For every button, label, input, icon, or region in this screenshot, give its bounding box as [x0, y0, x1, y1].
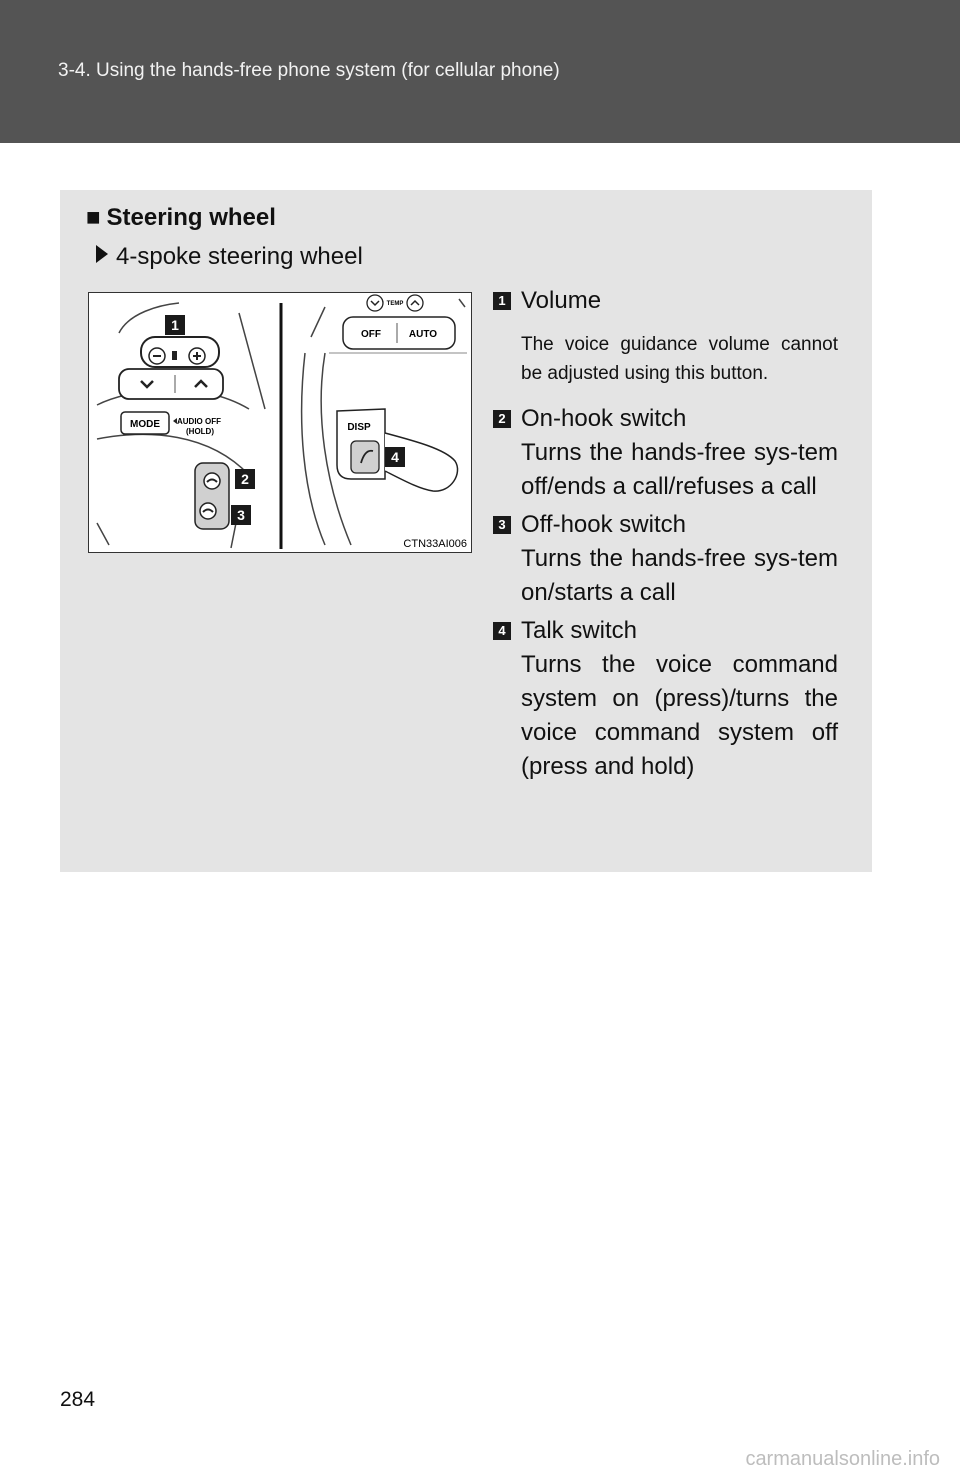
wheel-outline: [311, 307, 325, 337]
list-item: [493, 508, 838, 610]
section-heading-text: Steering wheel: [106, 204, 276, 231]
header-title: 3-4. Using the hands-free phone system (for cellular phone): [58, 60, 560, 81]
callout-1-label: 1: [171, 317, 179, 333]
auto-label: AUTO: [408, 329, 438, 340]
temp-label: TEMP: [386, 301, 404, 307]
item-list: [493, 284, 838, 784]
item-description: Turns the hands-free sys-tem on/starts a call: [521, 545, 838, 606]
steering-wheel-figure: [88, 292, 472, 553]
wheel-outline: [239, 313, 265, 409]
wheel-outline: [459, 299, 465, 307]
item-title: Talk switch: [521, 617, 638, 644]
item-note: The voice guidance volume cannot be adjusted using this button.: [521, 334, 838, 384]
item-title: Off-hook switch: [521, 511, 686, 538]
item-description: Turns the voice command system on (press)/turns the voice command system off (press and hold): [521, 651, 838, 780]
item-description: Turns the hands-free sys-tem off/ends a call/refuses a call: [521, 439, 838, 500]
square-bullet-icon: ■: [86, 204, 101, 231]
sub-heading-text: 4-spoke steering wheel: [116, 243, 363, 270]
list-item: [493, 614, 838, 784]
off-hook-icon: [200, 503, 216, 519]
hold-label: (HOLD): [186, 427, 214, 436]
item-title: On-hook switch: [521, 405, 687, 432]
callout-2-label: 2: [241, 471, 249, 487]
list-item: [493, 284, 838, 388]
number-badge: 4: [493, 622, 511, 640]
page-number: 284: [60, 1388, 96, 1411]
number-badge: 3: [493, 516, 511, 534]
temp-down-icon: [367, 295, 383, 311]
on-hook-icon: [204, 473, 220, 489]
sub-heading: [96, 243, 363, 271]
temp-up-icon: [407, 295, 423, 311]
talk-switch: [351, 441, 379, 473]
callout-3-label: 3: [237, 507, 245, 523]
off-label: OFF: [361, 329, 381, 340]
speaker-icon: [172, 351, 177, 360]
number-badge: 2: [493, 410, 511, 428]
watermark: carmanualsonline.info: [745, 1448, 940, 1470]
figure-code: CTN33AI006: [403, 538, 467, 550]
wheel-outline: [97, 523, 109, 545]
list-item: [493, 402, 838, 504]
climate-switch: [343, 317, 455, 349]
audio-off-label: AUDIO OFF: [177, 417, 221, 426]
seek-switch: [119, 369, 223, 399]
disp-label: DISP: [347, 422, 371, 433]
mode-label: MODE: [130, 419, 160, 430]
number-badge: 1: [493, 292, 511, 310]
page-header: [0, 0, 960, 143]
triangle-bullet-icon: [96, 245, 108, 263]
steering-wheel-illustration: [89, 293, 473, 554]
section-heading: [86, 204, 276, 232]
callout-4-label: 4: [391, 449, 399, 465]
item-title: Volume: [521, 287, 602, 314]
